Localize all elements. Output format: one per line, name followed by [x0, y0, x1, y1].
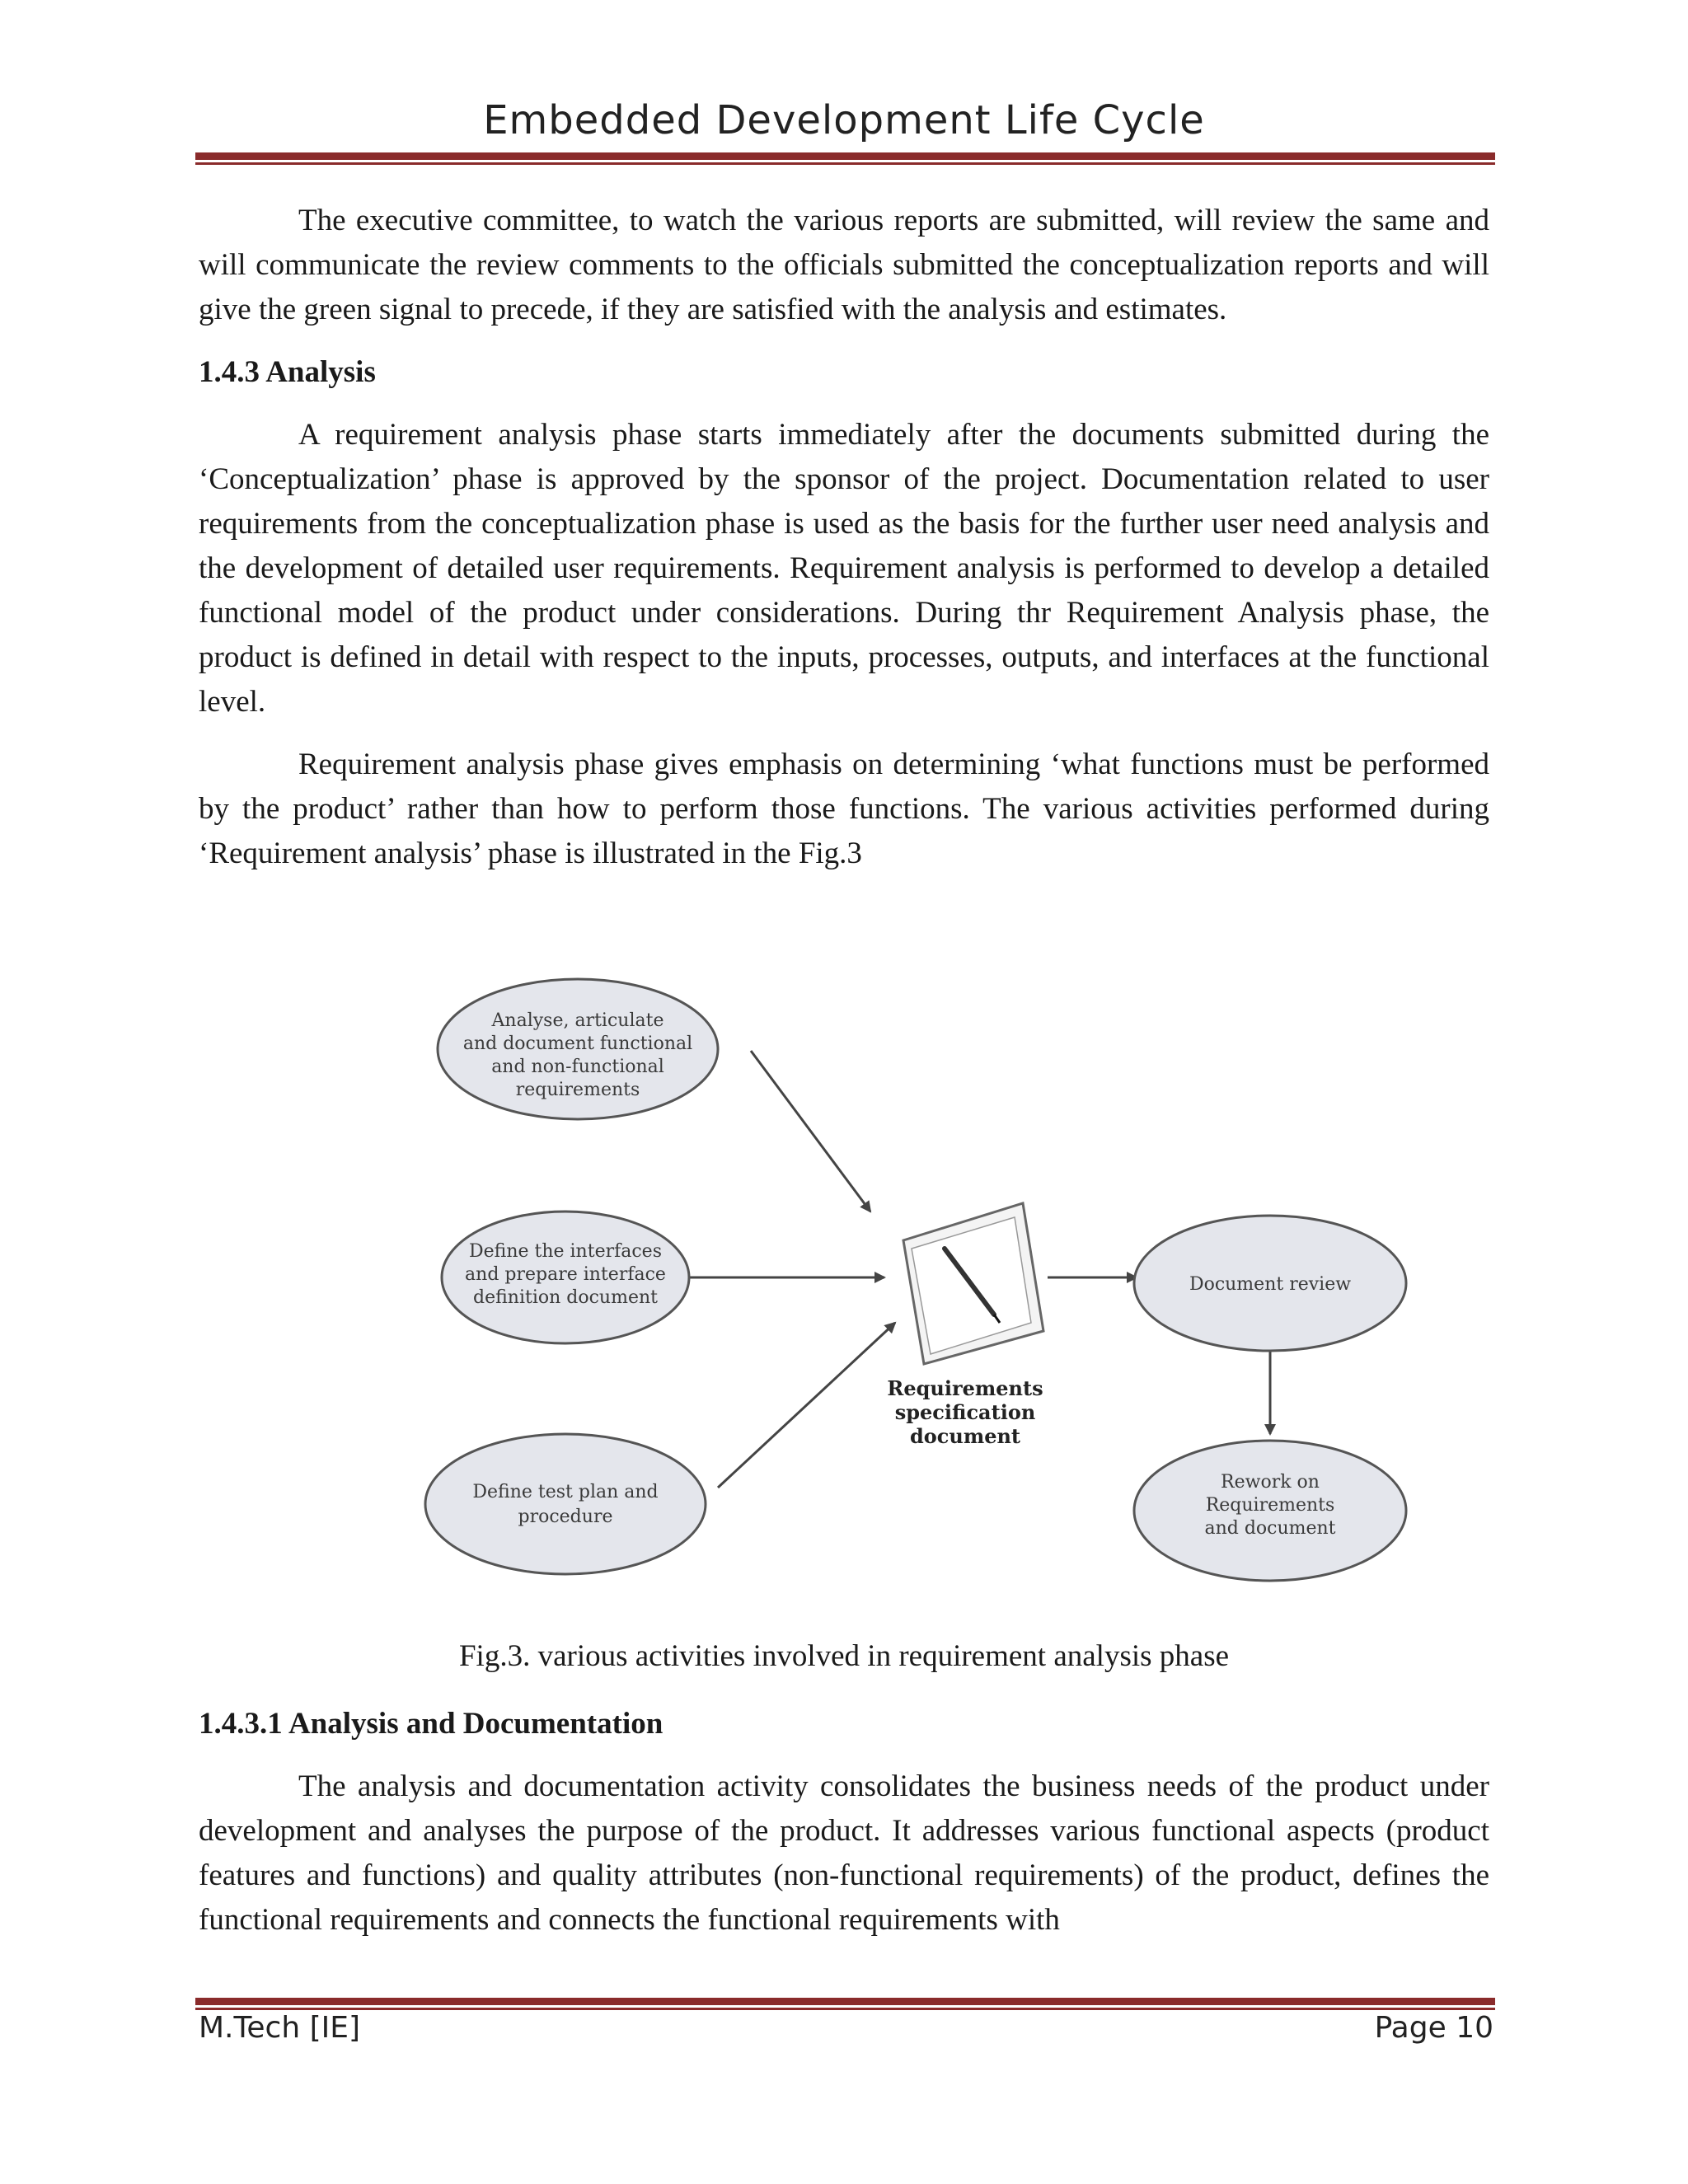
svg-text:Document review: Document review [1189, 1274, 1352, 1295]
svg-text:and prepare interface: and prepare interface [465, 1264, 666, 1285]
document-icon [903, 1203, 1043, 1364]
svg-text:specification: specification [894, 1400, 1036, 1424]
arrow-testplan-to-doc [718, 1323, 895, 1488]
svg-text:Define the interfaces: Define the interfaces [468, 1241, 663, 1262]
svg-text:Requirements: Requirements [887, 1376, 1043, 1400]
svg-text:Analyse, articulate: Analyse, articulate [491, 1010, 664, 1031]
node-test-plan [425, 1434, 706, 1574]
heading-analysis-documentation: 1.4.3.1 Analysis and Documentation [199, 1707, 663, 1741]
svg-text:and non-functional: and non-functional [491, 1057, 664, 1077]
svg-text:requirements: requirements [515, 1080, 640, 1100]
svg-text:procedure: procedure [518, 1507, 613, 1527]
paragraph-requirement-analysis: A requirement analysis phase starts immediately after the documents submitted during the ‘Conceptualization’ phase is approved by the sponsor of the project. Documentation related to user requirements from the conceptualization phase is used as the basis for the further user need analysis and the development of detailed user requirements. Requirement analysis is performed to develop a detailed functional model of the product under considerations. During thr Requirement Analysis phase, the product is defined in detail with respect to the inputs, processes, outputs, and interfaces at the functional level. [199, 418, 1489, 719]
body-text-upper [199, 199, 1489, 876]
svg-text:definition document: definition document [473, 1287, 658, 1308]
paragraph-emphasis: Requirement analysis phase gives emphasis on determining ‘what functions must be performed by the product’ rather than how to perform those functions. The various activities performed during ‘Requirement analysis’ phase is illustrated in the Fig.3 [199, 748, 1489, 870]
flow-diagram [199, 977, 1489, 1603]
header-rule [195, 152, 1495, 165]
node-analyse [438, 979, 718, 1119]
footer-page-number: Page 10 [1374, 2011, 1493, 2045]
svg-text:document: document [909, 1424, 1021, 1448]
arrow-analyse-to-doc [751, 1051, 870, 1212]
svg-text:Rework on: Rework on [1221, 1472, 1320, 1493]
figure-caption: Fig.3. various activities involved in requirement analysis phase [458, 1639, 1230, 1673]
svg-text:and document functional: and document functional [462, 1033, 693, 1054]
document-label [887, 1376, 1043, 1448]
node-rework [1134, 1441, 1406, 1581]
svg-text:and document: and document [1204, 1518, 1336, 1539]
paragraph-committee: The executive committee, to watch the various reports are submitted, will review the same and will communicate the review comments to the officials submitted the conceptualization reports and will give the green signal to precede, if they are satisfied with the analysis and estimates. [199, 204, 1489, 326]
figure-requirement-analysis [199, 977, 1489, 1603]
svg-text:Requirements: Requirements [1205, 1495, 1335, 1516]
page-header-title: Embedded Development Life Cycle [483, 97, 1205, 143]
footer-rule [195, 1998, 1495, 2010]
svg-text:Define test plan and: Define test plan and [472, 1482, 659, 1502]
body-text-lower [199, 1702, 1489, 1943]
footer-course: M.Tech [IE] [199, 2011, 361, 2045]
node-interfaces [442, 1212, 689, 1343]
node-document-review [1134, 1216, 1406, 1351]
heading-analysis: 1.4.3 Analysis [199, 355, 376, 389]
paragraph-analysis-documentation: The analysis and documentation activity consolidates the business needs of the product under development and analyses the purpose of the product. It addresses various functional aspects (product features and functions) and quality attributes (non-functional requirements) of the product, defines the functional requirements and connects the functional requirements with [199, 1769, 1489, 1937]
